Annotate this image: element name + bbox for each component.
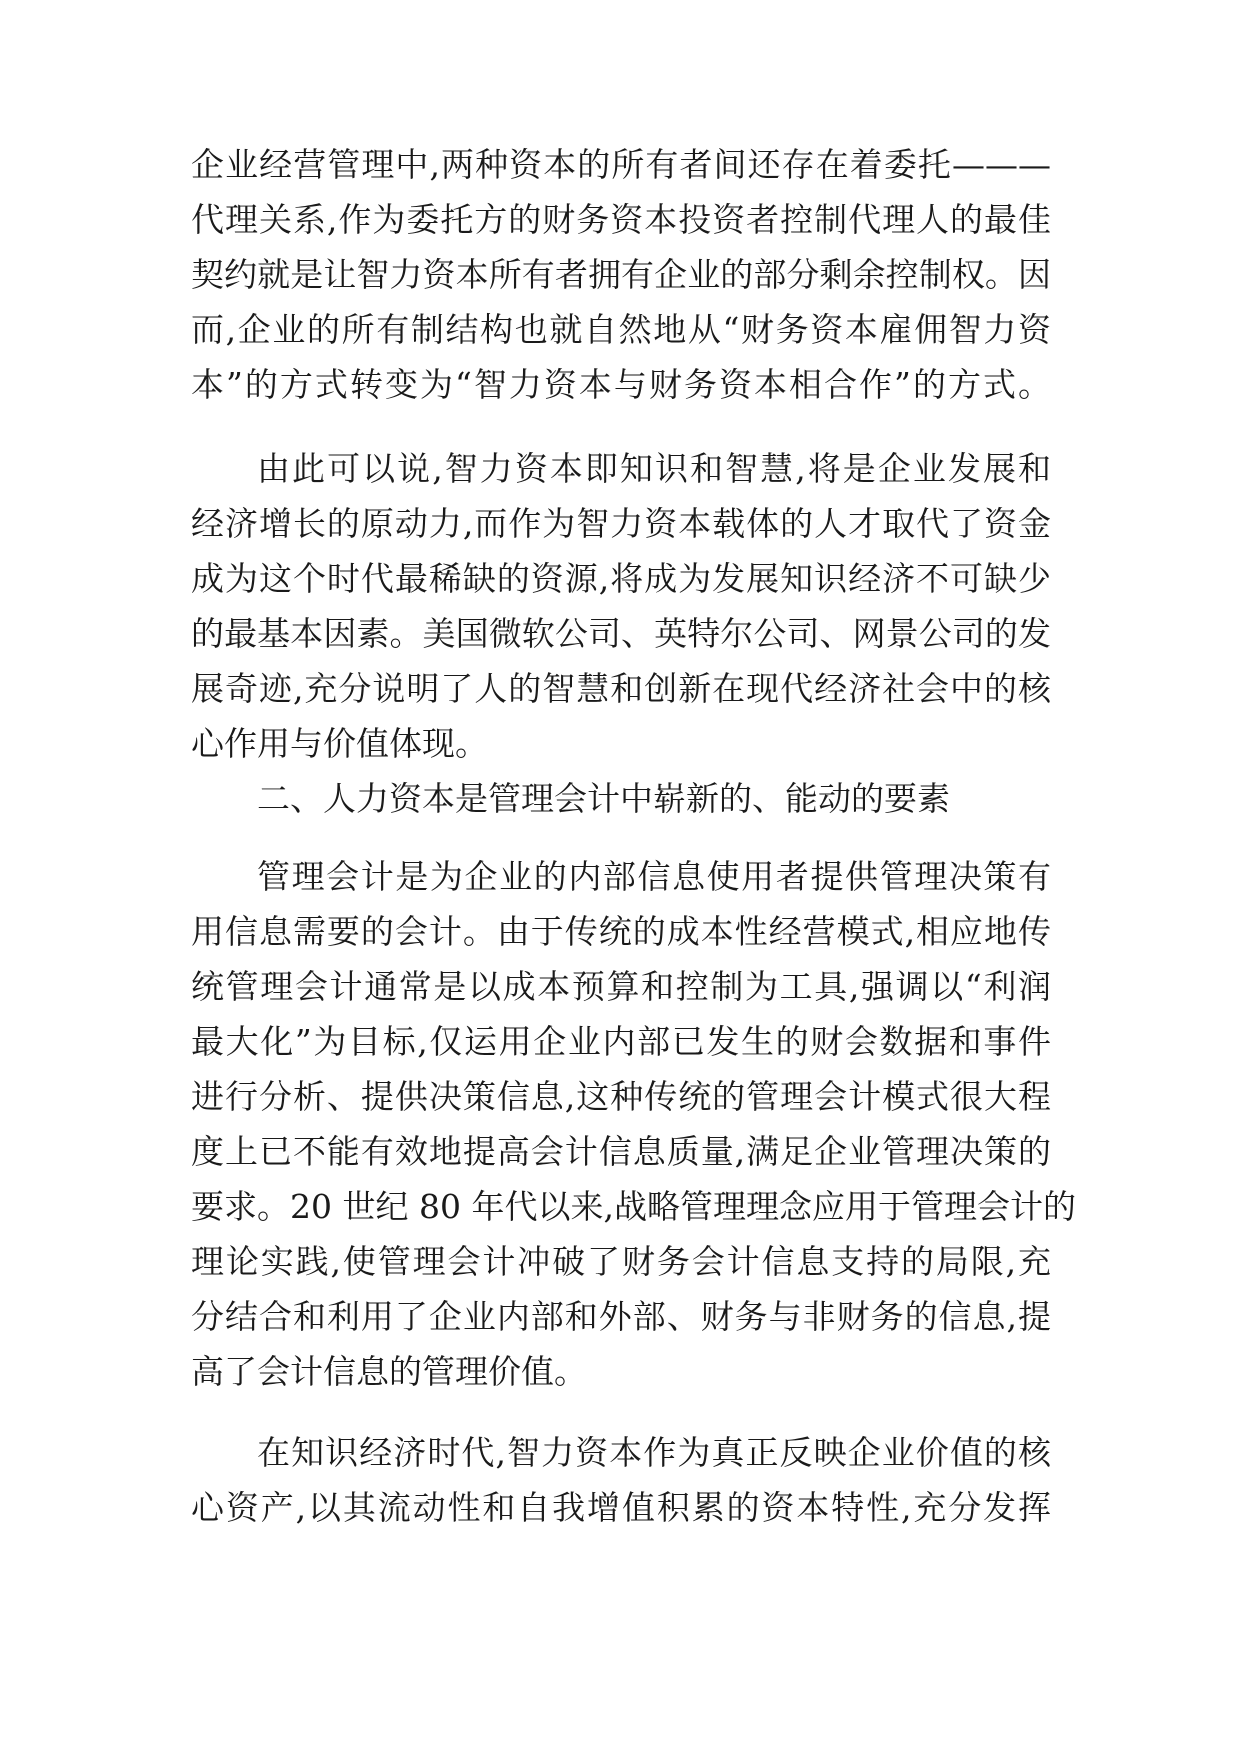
text-line: 企业经营管理中,两种资本的所有者间还存在着委托——— [191, 145, 1051, 184]
text-line: 理论实践,使管理会计冲破了财务会计信息支持的局限,充 [191, 1242, 1051, 1281]
text-line: 统管理会计通常是以成本预算和控制为工具,强调以“利润 [191, 967, 1051, 1006]
text-line: 用信息需要的会计。由于传统的成本性经营模式,相应地传 [191, 912, 1051, 951]
text-line: 展奇迹,充分说明了人的智慧和创新在现代经济社会中的核 [191, 669, 1051, 708]
paragraph-first-line: 由此可以说,智力资本即知识和智慧,将是企业发展和 [257, 449, 1051, 488]
text-line: 心资产,以其流动性和自我增值积累的资本特性,充分发挥 [191, 1488, 1051, 1527]
text-line: 心作用与价值体现。 [191, 724, 488, 763]
text-line: 的最基本因素。美国微软公司、英特尔公司、网景公司的发 [191, 614, 1051, 653]
text-line: 要求。20 世纪 80 年代以来,战略管理理念应用于管理会计的 [191, 1187, 1076, 1226]
text-line: 最大化”为目标,仅运用企业内部已发生的财会数据和事件 [191, 1022, 1051, 1061]
paragraph-first-line: 管理会计是为企业的内部信息使用者提供管理决策有 [257, 857, 1051, 896]
text-line: 而,企业的所有制结构也就自然地从“财务资本雇佣智力资 [191, 310, 1051, 349]
text-line: 经济增长的原动力,而作为智力资本载体的人才取代了资金 [191, 504, 1051, 543]
text-line: 进行分析、提供决策信息,这种传统的管理会计模式很大程 [191, 1077, 1051, 1116]
paragraph-first-line: 在知识经济时代,智力资本作为真正反映企业价值的核 [257, 1433, 1051, 1472]
text-line: 成为这个时代最稀缺的资源,将成为发展知识经济不可缺少 [191, 559, 1051, 598]
section-heading: 二、人力资本是管理会计中崭新的、能动的要素 [257, 779, 950, 818]
text-line: 代理关系,作为委托方的财务资本投资者控制代理人的最佳 [191, 200, 1051, 239]
text-line: 契约就是让智力资本所有者拥有企业的部分剩余控制权。因 [191, 255, 1051, 294]
text-line: 分结合和利用了企业内部和外部、财务与非财务的信息,提 [191, 1297, 1051, 1336]
text-line: 度上已不能有效地提高会计信息质量,满足企业管理决策的 [191, 1132, 1051, 1171]
text-line: 高了会计信息的管理价值。 [191, 1352, 587, 1391]
text-line: 本”的方式转变为“智力资本与财务资本相合作”的方式。 [191, 365, 1051, 404]
